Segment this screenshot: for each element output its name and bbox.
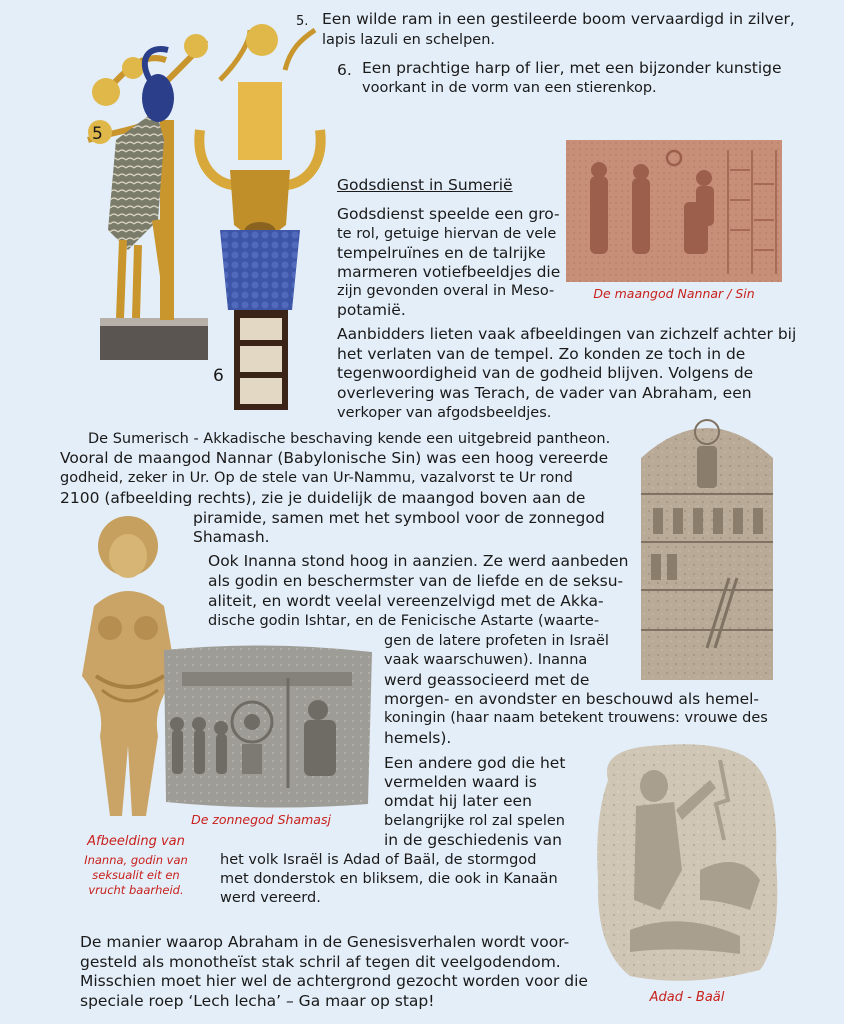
nannar-caption: De maangod Nannar / Sin: [593, 286, 755, 301]
para4-line: werd geassocieerd met de: [384, 671, 590, 689]
list-item-5-line1: Een wilde ram in een gestileerde boom vervaardigd in zilver,: [322, 10, 795, 28]
para6-line: De manier waarop Abraham in de Genesisverhalen wordt voor-: [80, 933, 570, 951]
para6-line: speciale roep ‘Lech lecha’ – Ga maar op stap!: [80, 992, 435, 1010]
intro-line: potamië.: [337, 301, 406, 319]
intro-line: zijn gevonden overal in Meso-: [337, 283, 555, 299]
para5-line: werd vereerd.: [220, 890, 321, 906]
para4-line: als godin en beschermster van de liefde en de seksu-: [208, 572, 624, 590]
para6-line: gesteld als monotheïst stak schril af tegen dit veelgodendom.: [80, 953, 561, 971]
para3-line: De Sumerisch - Akkadische beschaving kende een uitgebreid pantheon.: [88, 431, 611, 447]
figure-label-6: 6: [213, 366, 224, 386]
inanna-caption-line: seksualit eit en: [92, 868, 180, 882]
para2-line: het verlaten van de tempel. Zo konden ze toch in de: [337, 345, 746, 363]
nannar-seal-image: [566, 140, 782, 282]
para3-line: Vooral de maangod Nannar (Babylonische Sin) was een hoog vereerde: [60, 449, 609, 467]
stele-ur-nammu-image: [637, 408, 777, 680]
para4-line: koningin (haar naam betekent trouwens: vrouwe des: [384, 710, 768, 726]
intro-line: tempelruïnes en de talrijke: [337, 244, 546, 262]
para4-line: gen de latere profeten in Israël: [384, 633, 609, 649]
para4-line: morgen- en avondster en beschouwd als hemel-: [384, 690, 760, 708]
list-number-6: 6.: [337, 61, 352, 79]
intro-line: te rol, getuige hiervan de vele: [337, 226, 557, 242]
para3-line: Shamash.: [193, 528, 270, 546]
figure-label-5: 5: [92, 124, 103, 144]
inanna-caption-line: vrucht baarheid.: [88, 883, 184, 897]
para5-line: vermelden waard is: [384, 773, 537, 791]
adad-relief-image: [590, 740, 784, 986]
list-item-6-line2: voorkant in de vorm van een stierenkop.: [362, 80, 657, 96]
para2-line: Aanbidders lieten vaak afbeeldingen van zichzelf achter bij: [337, 325, 797, 343]
para5-line: met donderstok en bliksem, die ook in Kanaän: [220, 871, 558, 887]
list-item-6-line1: Een prachtige harp of lier, met een bijzonder kunstige: [362, 59, 782, 77]
para5-line: in de geschiedenis van: [384, 831, 563, 849]
para3-line: godheid, zeker in Ur. Op de stele van Ur-Nammu, vazalvorst te Ur rond: [60, 470, 573, 486]
para4-line: hemels).: [384, 729, 452, 747]
para6-line: Misschien moet hier wel de achtergrond gezocht worden voor die: [80, 972, 588, 990]
inanna-caption-line: Inanna, godin van: [84, 853, 188, 867]
para2-line: tegenwoordigheid van de godheid blijven. Volgens de: [337, 364, 754, 382]
intro-line: marmeren votiefbeeldjes die: [337, 263, 561, 281]
para5-line: het volk Israël is Adad of Baäl, de stormgod: [220, 852, 537, 868]
adad-caption: Adad - Baäl: [649, 990, 725, 1005]
para5-line: belangrijke rol zal spelen: [384, 813, 565, 829]
section-heading: Godsdienst in Sumerië: [337, 176, 513, 194]
para3-line: piramide, samen met het symbool voor de zonnegod: [193, 509, 605, 527]
para4-line: Ook Inanna stond hoog in aanzien. Ze werd aanbeden: [208, 552, 629, 570]
para4-line: aliteit, en wordt veelal vereenzelvigd met de Akka-: [208, 592, 604, 610]
list-item-5-line2: lapis lazuli en schelpen.: [322, 32, 496, 48]
para3-line: 2100 (afbeelding rechts), zie je duidelijk de maangod boven aan de: [60, 489, 586, 507]
para4-line: dische godin Ishtar, en de Fenicische Astarte (waarte-: [208, 613, 600, 629]
bull-lyre-image: [190, 20, 330, 412]
shamash-caption: De zonnegod Shamasj: [191, 812, 331, 827]
para5-line: Een andere god die het: [384, 754, 566, 772]
list-number-5: 5.: [296, 14, 309, 29]
inanna-caption-title: Afbeelding van: [87, 834, 185, 849]
intro-line: Godsdienst speelde een gro-: [337, 205, 560, 223]
shamash-tablet-image: [158, 638, 376, 812]
para4-line: vaak waarschuwen). Inanna: [384, 652, 588, 668]
para2-line: verkoper van afgodsbeeldjes.: [337, 405, 552, 421]
para5-line: omdat hij later een: [384, 792, 532, 810]
para2-line: overlevering was Terach, de vader van Abraham, een: [337, 384, 752, 402]
